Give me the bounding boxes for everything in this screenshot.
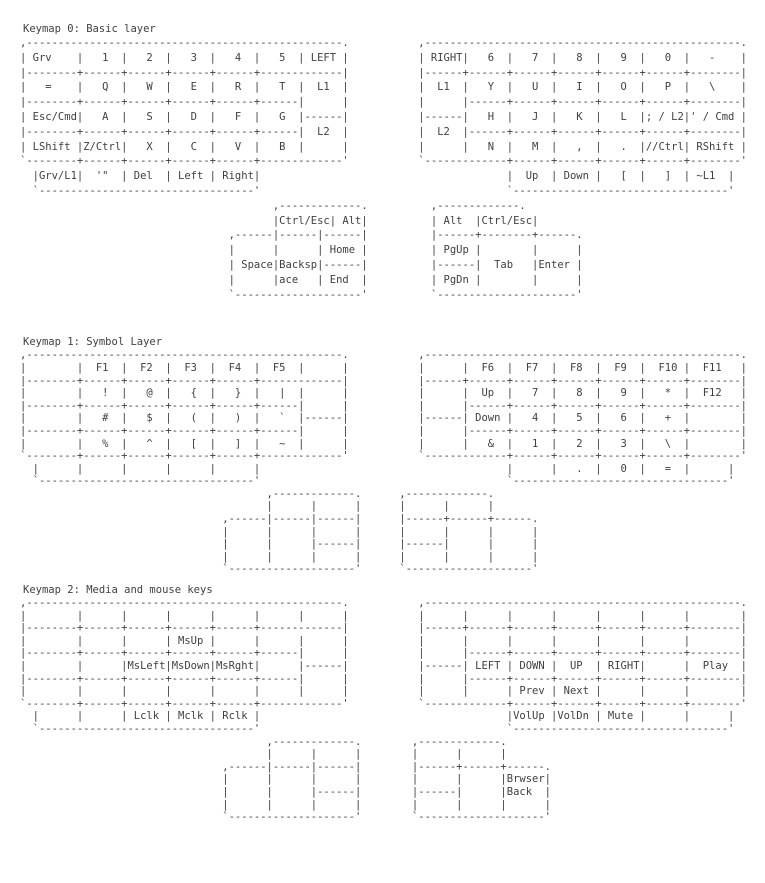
- keymap-0-title: Keymap 0: Basic layer: [23, 23, 156, 35]
- keymap-2-ascii-diagram: ,--------------------------------------------------. ,--------------------------------------------------. | | | | | | | | | | | | | | | | |--------+------+------+------+------+-------------| |------+------+------+------+------+------+--------| | | | | MsUp | | | | | | | | | | | | |--------+------+------+------+------+------| | | |------+------+------+------+------+--------| | | |MsLeft|MsDown|MsRght| |------| |------| LEFT | DOWN | UP | RIGHT| | Play | |--------+------+------+------+------+------| | | |------+------+------+------+------+--------| | | | | | | | | | | | Prev | Next | | | | `--------+------+------+------+------+-------------' `-------------+------+------+------+------+--------' | | | Lclk | Mclk | Rclk | |VolUp |VolDn | Mute | | | `----------------------------------' `----------------------------------' ,-------------. ,-------------. | | | | | | ,------|------|------| |------+------+------. | | | | | | |Brwser| | | |------| |------| |Back | | | | | | | | | `--------------------' `--------------------': [20, 597, 747, 824]
- keymap-2-title: Keymap 2: Media and mouse keys: [23, 584, 213, 597]
- keymap-1-title: Keymap 1: Symbol Layer: [23, 336, 163, 349]
- keymap-0-ascii-diagram: ,--------------------------------------------------. ,--------------------------------------------------. | Grv | 1 | 2 | 3 | 4 | 5 | LEFT | | RIGHT| 6 | 7 | 8 | 9 | 0 | - | |--------+------+------+------+------+-------------| |------+------+------+------+------+------+--------| | = | Q | W | E | R | T | L1 | | L1 | Y | U | I | O | P | \ | |--------+------+------+------+------+------| | | |------+------+------+------+------+--------| | Esc/Cmd| A | S | D | F | G |------| |------| H | J | K | L |; / L2|' / Cmd | |--------+------+------+------+------+------| L2 | | L2 |------+------+------+------+------+--------| | LShift |Z/Ctrl| X | C | V | B | | | | N | M | , | . |//Ctrl| RShift | `--------+------+------+------+------+-------------' `-------------+------+------+------+------+--------' |Grv/L1| '" | Del | Left | Right| | Up | Down | [ | ] | ~L1 | `----------------------------------' `----------------------------------' ,-------------. ,-------------. |Ctrl/Esc| Alt| | Alt |Ctrl/Esc| ,------|------|------| |------+--------+------. | | | Home | | PgUp | | | | Space|Backsp|------| |------| Tab |Enter | | |ace | End | | PgDn | | | `--------------------' `----------------------': [20, 37, 747, 301]
- keymap-section-media-mouse-keys: [20, 583, 765, 824]
- keymap-1-ascii-diagram: ,--------------------------------------------------. ,--------------------------------------------------. | | F1 | F2 | F3 | F4 | F5 | | | | F6 | F7 | F8 | F9 | F10 | F11 | |--------+------+------+------+------+-------------| |------+------+------+------+------+------+--------| | | ! | @ | { | } | | | | | | Up | 7 | 8 | 9 | * | F12 | |--------+------+------+------+------+------| | | |------+------+------+------+------+--------| | | # | $ | ( | ) | ` |------| |------| Down | 4 | 5 | 6 | + | | |--------+------+------+------+------+------| | | |------+------+------+------+------+--------| | | % | ^ | [ | ] | ~ | | | | & | 1 | 2 | 3 | \ | | `--------+------+------+------+------+-------------' `-------------+------+------+------+------+--------' | | | | | | | | . | 0 | = | | `----------------------------------' `----------------------------------' ,-------------. ,-------------. | | | | | | ,------|------|------| |------+------+------. | | | | | | | | | | |------| |------| | | | | | | | | | | `--------------------' `--------------------': [20, 349, 747, 576]
- keymap-section-basic-layer: [20, 22, 765, 302]
- keymap-section-symbol-layer: [20, 335, 765, 576]
